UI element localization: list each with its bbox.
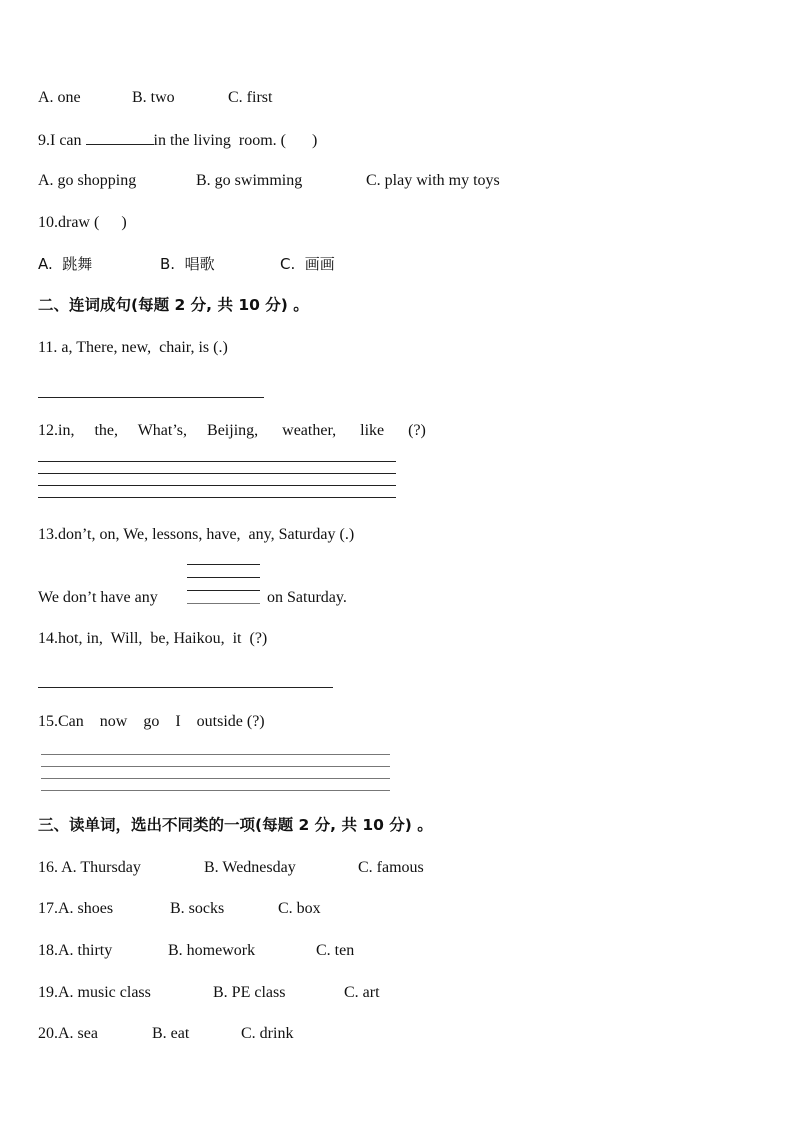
q12-writing-line-3[interactable] xyxy=(38,485,396,486)
q15-prompt: 15.Can now go I outside (?) xyxy=(38,713,265,730)
q8-option-b: B. two xyxy=(132,89,175,106)
q15-writing-line-4[interactable] xyxy=(41,790,390,791)
q15-writing-line-3[interactable] xyxy=(41,778,390,779)
q18-option-b: B. homework xyxy=(168,942,256,959)
q17-option-b: B. socks xyxy=(170,900,225,917)
q20-option-a: 20.A. sea xyxy=(38,1025,98,1042)
q13-writing-line-3[interactable] xyxy=(187,590,260,591)
q18-option-c: C. ten xyxy=(316,942,355,959)
q15-writing-line-1[interactable] xyxy=(41,754,390,755)
q10-stem xyxy=(38,213,127,233)
q9-option-c: C. play with my toys xyxy=(366,172,500,189)
q12-prompt: 12.in, the, What’s, Beijing, weather, like (?) xyxy=(38,422,426,439)
q12-writing-line-4[interactable] xyxy=(38,497,396,498)
q9-suffix: in the living room. ( xyxy=(153,132,286,149)
q10-close: ) xyxy=(121,214,127,231)
q9-prefix: 9.I can xyxy=(38,132,86,149)
q16-option-b: B. Wednesday xyxy=(204,859,296,876)
q17-option-a: 17.A. shoes xyxy=(38,900,114,917)
q13-sentence-prefix: We don’t have any xyxy=(38,589,158,606)
q15-writing-line-2[interactable] xyxy=(41,766,390,767)
q13-writing-line-1[interactable] xyxy=(187,564,260,565)
q13-prompt: 13.don’t, on, We, lessons, have, any, Saturday (.) xyxy=(38,526,355,543)
q9-option-a: A. go shopping xyxy=(38,172,137,189)
q8-option-c: C. first xyxy=(228,89,273,106)
q9-answer-blank[interactable] xyxy=(86,130,154,145)
q12-writing-line-2[interactable] xyxy=(38,473,396,474)
q11-prompt: 11. a, There, new, chair, is (.) xyxy=(38,339,228,356)
section-2-heading: 二、连词成句(每题 2 分, 共 10 分) 。 xyxy=(38,296,309,314)
q19-option-c: C. art xyxy=(344,984,380,1001)
q10-stem-text: 10.draw ( xyxy=(38,214,100,231)
q9-stem xyxy=(38,130,317,151)
q11-answer-line[interactable] xyxy=(38,397,264,398)
q16-option-c: C. famous xyxy=(358,859,424,876)
section-3-heading: 三、读单词，选出不同类的一项(每题 2 分, 共 10 分) 。 xyxy=(38,816,433,834)
q9-close: ) xyxy=(311,132,318,149)
q10-option-a: A. 跳舞 xyxy=(38,255,93,273)
q14-answer-line[interactable] xyxy=(38,687,333,688)
q19-option-b: B. PE class xyxy=(213,984,286,1001)
q20-option-b: B. eat xyxy=(152,1025,190,1042)
q20-option-c: C. drink xyxy=(241,1025,294,1042)
q19-option-a: 19.A. music class xyxy=(38,984,151,1001)
q16-option-a: 16. A. Thursday xyxy=(38,859,141,876)
q13-sentence-suffix: on Saturday. xyxy=(267,589,347,606)
q9-option-b: B. go swimming xyxy=(196,172,303,189)
q10-option-b: B. 唱歌 xyxy=(160,255,215,273)
q13-writing-line-2[interactable] xyxy=(187,577,260,578)
q17-option-c: C. box xyxy=(278,900,321,917)
q18-option-a: 18.A. thirty xyxy=(38,942,113,959)
q8-option-a: A. one xyxy=(38,89,81,106)
q12-writing-line-1[interactable] xyxy=(38,461,396,462)
q13-writing-line-4[interactable] xyxy=(187,603,260,604)
q10-option-c: C. 画画 xyxy=(280,255,335,273)
q14-prompt: 14.hot, in, Will, be, Haikou, it (?) xyxy=(38,630,268,647)
